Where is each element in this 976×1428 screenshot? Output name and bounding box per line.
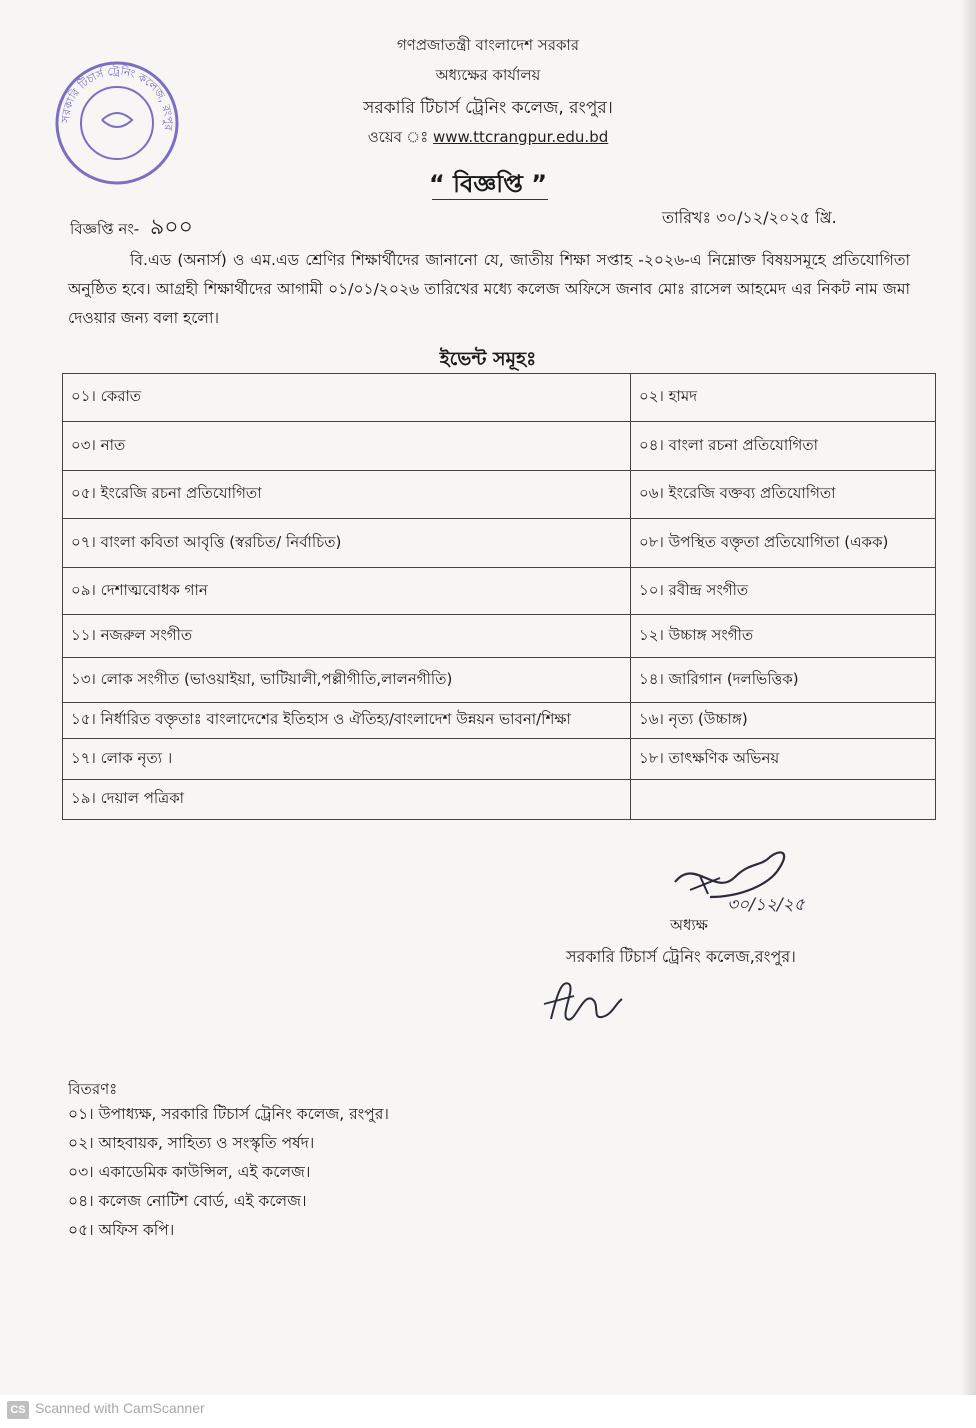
page-edge-shadow <box>960 0 976 1395</box>
event-row <box>63 568 936 615</box>
office-name: অধ্যক্ষের কার্যালয় <box>435 66 541 84</box>
event-row <box>63 780 936 820</box>
event-cell-left: ০৭। বাংলা কবিতা আবৃত্তি (স্বরচিত/ নির্বাচিত) <box>63 519 631 568</box>
event-row <box>63 422 936 471</box>
principal-designation: অধ্যক্ষ <box>670 916 708 934</box>
notice-date: তারিখঃ ৩০/১২/২০২৫ খ্রি. <box>662 208 837 227</box>
seal-text: সরকারি টিচার্স ট্রেনিং কলেজ, রংপুর <box>58 64 176 131</box>
memo-label: বিজ্ঞপ্তি নং- <box>70 220 140 238</box>
event-cell-left: ১৩। লোক সংগীত (ভাওয়াইয়া, ভাটিয়ালী,পল্লীগীতি,লালনগীতি) <box>63 658 631 703</box>
principal-signature-icon <box>665 842 825 922</box>
event-cell-left: ১৭। লোক নৃত্য । <box>63 739 631 780</box>
event-cell-left: ১১। নজরুল সংগীত <box>63 615 631 658</box>
events-heading: ইভেন্ট সমূহঃ <box>439 348 537 370</box>
distribution-item: ০৪। কলেজ নোটিশ বোর্ড, এই কলেজ। <box>68 1192 307 1210</box>
event-row <box>63 374 936 422</box>
event-cell-left: ০৩। নাত <box>63 422 631 471</box>
government-name: গণপ্রজাতন্ত্রী বাংলাদেশ সরকার <box>396 36 580 54</box>
event-cell-right: ০৬। ইংরেজি বক্তব্য প্রতিযোগিতা <box>631 471 936 519</box>
event-cell-right: ১৮। তাৎক্ষণিক অভিনয় <box>631 739 936 780</box>
event-cell-left: ০৯। দেশাত্মবোধক গান <box>63 568 631 615</box>
distribution-item: ০২। আহবায়ক, সাহিত্য ও সংস্কৃতি পর্ষদ। <box>68 1134 315 1152</box>
event-row <box>63 739 936 780</box>
event-cell-left: ১৯। দেয়াল পত্রিকা <box>63 780 631 820</box>
event-row <box>63 519 936 568</box>
event-cell-left: ১৫। নির্ধারিত বক্তৃতাঃ বাংলাদেশের ইতিহাস ও ঐতিহ্য/বাংলাদেশ উন্নয়ন ভাবনা/শিক্ষা <box>63 703 631 739</box>
event-cell-left: ০৫। ইংরেজি রচনা প্রতিযোগিতা <box>63 471 631 519</box>
signature-college: সরকারি টিচার্স ট্রেনিং কলেজ,রংপুর। <box>566 947 796 966</box>
event-cell-left: ০১। কেরাত <box>63 374 631 422</box>
event-row <box>63 703 936 739</box>
event-row <box>63 615 936 658</box>
event-cell-right: ০২। হামদ <box>631 374 936 422</box>
event-cell-right: ১৬। নৃত্য (উচ্চাঙ্গ) <box>631 703 936 739</box>
event-cell-right <box>631 780 936 820</box>
title-underline <box>432 199 548 200</box>
notice-title: “ বিজ্ঞপ্তি ” <box>428 170 548 198</box>
event-cell-right: ০৪। বাংলা রচনা প্রতিযোগিতা <box>631 422 936 471</box>
signature-date: ৩০/১২/২৫ <box>727 895 805 915</box>
initial-signature-icon <box>536 964 636 1034</box>
camscanner-logo-icon: CS <box>7 1401 29 1419</box>
distribution-item: ০১। উপাধ্যক্ষ, সরকারি টিচার্স ট্রেনিং কলেজ, রংপুর। <box>68 1105 389 1123</box>
distribution-item: ০৩। একাডেমিক কাউন্সিল, এই কলেজ। <box>68 1163 311 1181</box>
event-cell-right: ১২। উচ্চাঙ্গ সংগীত <box>631 615 936 658</box>
event-cell-right: ১৪। জারিগান (দলভিত্তিক) <box>631 658 936 703</box>
website-label: ওয়েব ঃ <box>367 128 429 146</box>
website-line <box>0 126 976 151</box>
notice-body: বি.এড (অনার্স) ও এম.এড শ্রেণির শিক্ষার্থীদের জানানো যে, জাতীয় শিক্ষা সপ্তাহ -২০২৬-এ নিম্নোক্ত বিষয়সমূহে প্রতিযোগিতা অনুষ্ঠিত হবে। আগ্রহী শিক্ষার্থীদের আগামী ০১/০১/২০২৬ তারিখের মধ্যে কলেজ অফিসে জনাব মোঃ রাসেল আহমেদ এর নিকট নাম জমা দেওয়ার জন্য বলা হলো। <box>68 251 910 327</box>
distribution-list <box>68 1100 389 1245</box>
event-row <box>63 471 936 519</box>
website-link[interactable]: www.ttcrangpur.edu.bd <box>432 128 609 146</box>
memo-number-line <box>70 210 193 247</box>
event-cell-right: ১০। রবীন্দ্র সংগীত <box>631 568 936 615</box>
events-table <box>62 373 936 820</box>
event-cell-right: ০৮। উপস্থিত বক্তৃতা প্রতিযোগিতা (একক) <box>631 519 936 568</box>
memo-number: ৯০০ <box>150 215 193 240</box>
scanner-footer-text: Scanned with CamScanner <box>35 1400 205 1416</box>
distribution-item: ০৫। অফিস কপি। <box>68 1221 175 1239</box>
college-name: সরকারি টিচার্স ট্রেনিং কলেজ, রংপুর। <box>363 98 613 118</box>
distribution-label: বিতরণঃ <box>68 1080 118 1098</box>
event-row <box>63 658 936 703</box>
